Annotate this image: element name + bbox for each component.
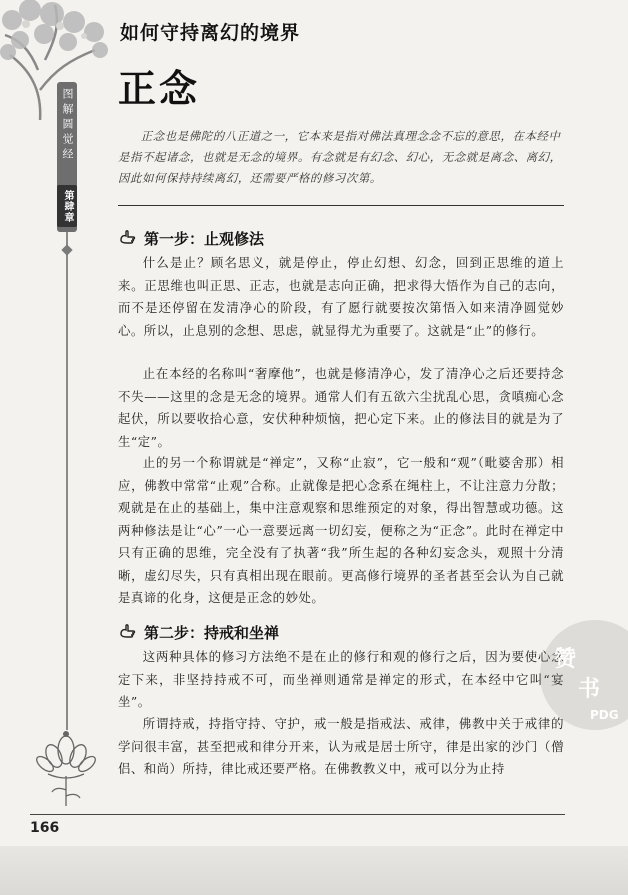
lotus-decoration-icon <box>36 720 96 810</box>
spine-diamond-icon <box>61 244 72 255</box>
intro-text: 正念也是佛陀的八正道之一，它本来是指对佛法真理念念不忘的意思，在本经中是指不起诸念，也就是无念的境界。有念就是有幻念、幻心，无念就是离念、离幻，因此如何保持持续离幻，还需要严格的修习次第。 <box>118 129 562 185</box>
tree-decoration-icon <box>0 0 112 120</box>
chapter-label: 第肆章 <box>57 185 77 227</box>
section-heading-text: 第一步：止观修法 <box>144 230 265 248</box>
page-subtitle: 如何守持离幻的境界 <box>120 22 301 44</box>
paragraph: 什么是止？顾名思义，就是停止，停止幻想、幻念，回到正思维的道上来。正思维也叫正思、正志，也就是志向正确，把求得大悟作为自己的志向，而不是还停留在发清净心的阶段，有了愿行就要按次第悟入如来清净圆觉妙心。所以，止息别的念想、思虑，就显得尤为重要了。这就是“止”的修行。 <box>118 255 564 338</box>
pointing-hand-icon <box>118 229 138 249</box>
watermark-char: 赞 <box>554 647 577 672</box>
page-number: 166 <box>30 820 60 836</box>
page-title: 正念 <box>118 66 201 111</box>
intro-divider <box>118 205 564 206</box>
paragraph: 止的另一个称谓就是“禅定”，又称“止寂”，它一般和“观”（毗婆舍那）相应，佛教中常常“止观”合称。止就像是把心念系在绳柱上，不让注意力分散；观就是在止的基础上，集中注意观察和思维预定的对象，得出智慧或功德。这两种修法是让“心”一心一意要远离一切幻妄，便称之为“正念”。此时在禅定中只有正确的思维，完全没有了执著“我”所生起的各种幻妄念头，观照十分清晰，虚幻尽失，只有真相出现在眼前。更高修行境界的圣者甚至会认为自己就是真谛的化身，这便是正念的妙处。 <box>118 455 564 605</box>
watermark-pdg: PDG <box>590 708 619 722</box>
section-heading-text: 第二步：持戒和坐禅 <box>144 624 280 642</box>
pointing-hand-icon <box>118 623 138 643</box>
paragraph: 所谓持戒，持指守持、守护，戒一般是指戒法、戒律，佛教中关于戒律的学问很丰富，甚至把戒和律分开来，认为戒是居士所守，律是出家的沙门（僧侣、和尚）所持，律比戒还要严格。在佛教教义中，戒可以分为止持 <box>118 716 564 776</box>
section-heading-1 <box>118 228 264 249</box>
watermark-char: 书 <box>578 677 601 702</box>
paragraph: 止在本经的名称叫“奢摩他”，也就是修清净心，发了清净心之后还要持念不失——这里的念是无念的境界。通常人们有五欲六尘扰乱心思，贪嗔痴心念起伏，所以要收拾心意，安伏种种烦恼，把心定下来。止的修法目的就是为了生“定”。 <box>118 366 564 449</box>
scan-margin <box>0 846 628 895</box>
footer-divider <box>30 814 565 815</box>
section-heading-2 <box>118 622 279 643</box>
paragraph: 这两种具体的修习方法绝不是在止的修行和观的修行之后，因为要使心念定下来，非坚持持戒不可，而坐禅则通常是禅定的形式，在本经中它叫“宴坐”。 <box>118 649 564 709</box>
book-title-vertical: 图解圆觉经 <box>61 88 74 163</box>
